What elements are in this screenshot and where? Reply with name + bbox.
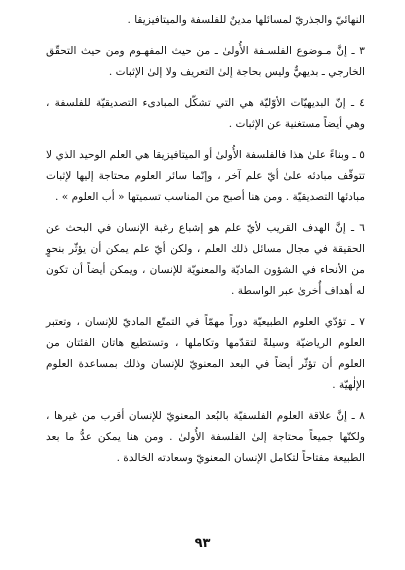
- paragraph-point-5: ٥ ـ وبناءً علىٰ هذا فالفلسفة الأُولىٰ أو الميتافيزيقا هي العلم الوحيد الذي لا تتوقّف مبادئه علىٰ أيّ علم آخر ، وإنّما سائر العلوم محتاجة إليها لإثبات مبادئها التصديقيّة . ومن هنا أصبح من المناسب تسميتها « أب العلوم » .: [46, 149, 365, 203]
- page-body: [46, 10, 365, 479]
- page-number: ٩٣: [194, 536, 211, 551]
- paragraph-point-4: ٤ ـ إنّ البديهيّات الأوّليّة هي التي تشكّل المبادىء التصديقيّة للفلسفة ، وهي أيضاً مستغنية عن الإثبات .: [46, 97, 365, 130]
- paragraph-continuation: النهائيّ والجذريّ لمسائلها مدينٌ للفلسفة والميتافيزيقا .: [127, 14, 365, 26]
- paragraph-point-8: ٨ ـ إنَّ علاقة العلوم الفلسفيّة بالبُعد المعنويّ للإنسان أقرب من غيرها ، ولكنّها جميعاً محتاجة إلىٰ الفلسفة الأُولىٰ . ومن هنا يمكن عدُّ ما بعد الطبيعة مفتاحاً لتكامل الإنسان المعنويّ وسعادته الخالدة .: [46, 410, 365, 464]
- paragraph-point-3: ٣ ـ إنَّ مـوضوع الفلسـفة الأُولىٰ ـ من حيث المفهـوم ومن حيث التحقّق الخارجي ـ بديهيٌّ وليس بحاجة إلىٰ التعريف ولا إلىٰ الإثبات .: [46, 45, 365, 78]
- paragraph-point-7: ٧ ـ تؤدّي العلوم الطبيعيّة دوراً مهمّاً في التمتّع الماديّ للإنسان ، وتعتبر العلوم الرياضيّة وسيلةً لتقدّمها وتكاملها ، وتستطيع هاتان الفئتان من العلوم أن تؤثّر أيضاً في البعد المعنويّ للإنسان وذلك بمساعدة العلوم الإلٰهيّة .: [46, 316, 365, 391]
- paragraph-point-6: ٦ ـ إنَّ الهدف القريب لأيّ علم هو إشباع رغبة الإنسان في البحث عن الحقيقة في مجال مسائل ذلك العلم ، ولكن أيّ علم يمكن أن يؤثّر بنحوٍ من الأنحاء في الشؤون الماديّة والمعنويّة للإنسان ، ويمكن أيضاً أن تكون له أهداف أُخرىٰ عبر الواسطة .: [46, 222, 365, 297]
